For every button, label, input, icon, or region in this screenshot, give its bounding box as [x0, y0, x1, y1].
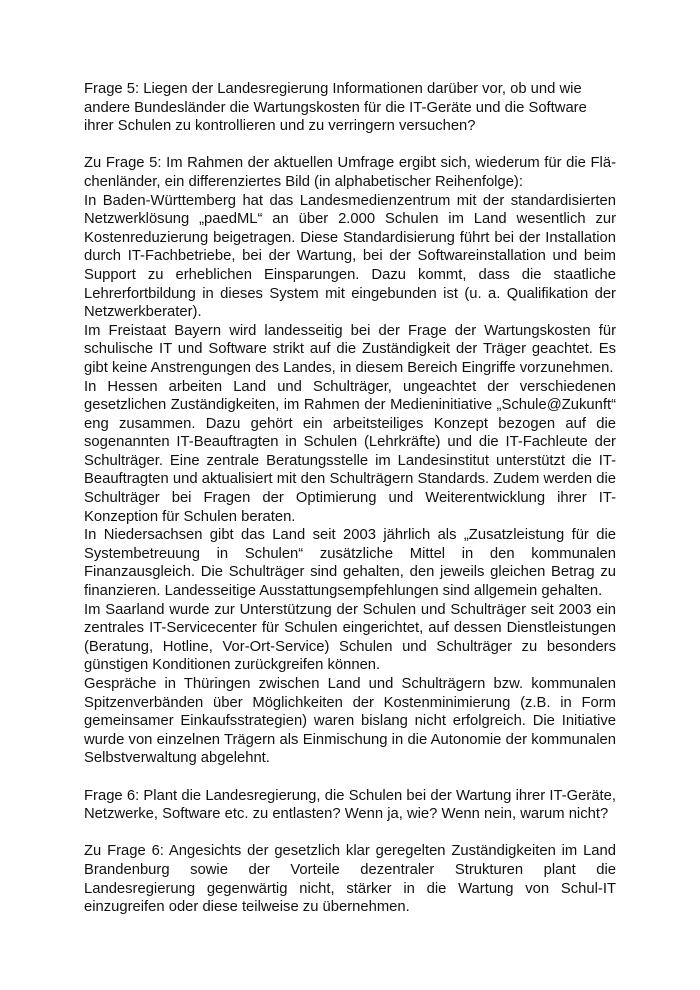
answer-5-thueringen: Gespräche in Thüringen zwischen Land und Schulträgern bzw. kommunalen Spitzenverbänden über Möglichkeiten der Kostenminimierung (z.B. in Form gemeinsamer Einkaufsstrategien) waren bislang nicht erfolgreich. Die Initiative wurde von einzelnen Trägern als Einmischung in die Autonomie der kommunalen Selbstverwaltung abgelehnt.	[84, 676, 616, 767]
answer-5-saarland: Im Saarland wurde zur Unterstützung der Schulen und Schulträger seit 2003 ein zentrales IT-Servicecenter für Schulen eingerichtet, auf dessen Dienstleistungen (Beratung, Hotline, Vor-Ort-Service) Schulen und Schulträger zu besonders günstigen Konditionen zurückgreifen können.	[84, 601, 616, 674]
question-5-text: Frage 5: Liegen der Landesregierung Informationen darüber vor, ob und wie andere Bundesländer die Wartungskosten für die IT-Geräte und die Software ihrer Schulen zu kontrollieren und zu verringern versuchen?	[84, 81, 587, 135]
answer-6-block	[84, 842, 616, 916]
answer-5-bayern: Im Freistaat Bayern wird landesseitig bei der Frage der Wartungskosten für schulische IT und Software strikt auf die Zuständigkeit der Träger geachtet. Es gibt keine Anstrengungen des Landes, in diesem Bereich Eingriffe vorzunehmen.	[84, 322, 616, 376]
answer-5-baden-wuerttemberg: In Baden-Württemberg hat das Landesmedienzentrum mit der standardisierten Netzwerklösung „paedML“ an über 2.000 Schulen im Land wesentlich zur Kostenreduzierung beigetragen. Diese Standardisierung führt bei der Installation durch IT-Fachbetriebe, bei der Wartung, bei der Softwareinstallation und beim Support zu erheblichen Einsparungen. Dazu kommt, dass die staatliche Lehrerfortbildung in dieses System mit eingebunden ist (u. a. Qualifikation der Netzwerkberater).	[84, 192, 616, 321]
question-5-block	[84, 80, 616, 136]
answer-5-block	[84, 154, 616, 768]
question-6-text: Frage 6: Plant die Landesregierung, die Schulen bei der Wartung ihrer IT-Geräte, Netzwerke, Software etc. zu entlasten? Wenn ja, wie? Wenn nein, warum nicht?	[84, 787, 616, 823]
answer-5-hessen: In Hessen arbeiten Land und Schulträger, ungeachtet der verschiedenen gesetzlichen Zuständigkeiten, im Rahmen der Medieninitiative „Schule@Zukunft“ eng zusammen. Dazu gehört ein arbeitsteiliges Konzept bezogen auf die sogenannten IT-Beauftragten in Schulen (Lehrkräfte) und die IT-Fachleute der Schulträger. Eine zentrale Beratungsstelle im Landesinstitut unterstützt die IT-Beauftragten und aktualisiert mit den Schulträgern Standards. Zudem werden die Schulträger bei Fragen der Optimierung und Weiterentwicklung ihrer IT-Konzeption für Schulen beraten.	[84, 378, 616, 525]
question-6-block	[84, 787, 616, 824]
document-page	[84, 80, 616, 935]
answer-6-text: Zu Frage 6: Angesichts der gesetzlich klar geregelten Zuständigkeiten im Land Brandenburg sowie der Vorteile dezentraler Strukturen plant die Landesregierung gegenwärtig nicht, stärker in die Wartung von Schul-IT einzugreifen oder diese teilweise zu übernehmen.	[84, 843, 616, 916]
answer-5-niedersachsen: In Niedersachsen gibt das Land seit 2003 jährlich als „Zusatzleistung für die Systembetreuung in Schulen“ zusätzliche Mittel in den kommunalen Finanzausgleich. Die Schulträger sind gehalten, den jeweils gleichen Betrag zu finanzieren. Landesseitige Ausstattungsempfehlungen sind allgemein gehalten.	[84, 527, 616, 600]
answer-5-intro: Zu Frage 5: Im Rahmen der aktuellen Umfrage ergibt sich, wiederum für die Flächenländer, ein differenziertes Bild (in alphabetischer Reihenfolge):	[84, 155, 616, 190]
